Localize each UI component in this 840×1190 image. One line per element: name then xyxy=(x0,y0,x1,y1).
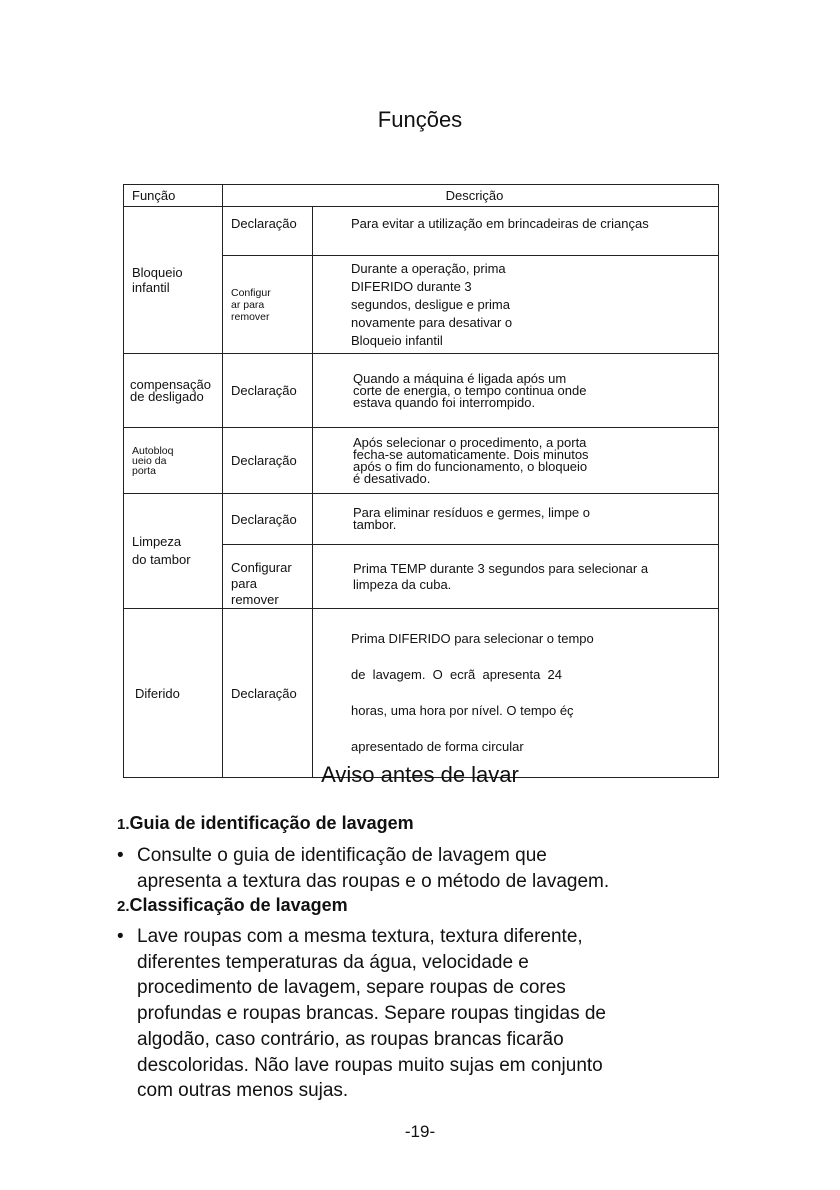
section-number: 2. xyxy=(117,898,130,915)
function-cell: compensação de desligado xyxy=(124,354,223,428)
table-row xyxy=(124,609,719,778)
table-row xyxy=(124,354,719,428)
type-cell: Declaração xyxy=(223,428,313,494)
description-cell xyxy=(313,207,719,256)
desc-line: DIFERIDO durante 3 xyxy=(351,278,472,294)
description-cell xyxy=(313,494,719,545)
function-cell: Autobloq ueio da porta xyxy=(124,428,223,494)
desc-line: estava quando foi interrompido. xyxy=(353,394,536,410)
text-line: diferentes temperaturas da água, velocidade e xyxy=(137,951,529,973)
bullet-paragraph xyxy=(117,843,609,894)
functions-table xyxy=(123,184,719,778)
section-heading xyxy=(117,813,414,834)
header-description: Descrição xyxy=(223,185,719,207)
desc-line: é desativado. xyxy=(353,470,431,486)
desc-line: novamente para desativar o xyxy=(351,314,513,330)
table-row xyxy=(124,207,719,256)
description-cell xyxy=(313,545,719,609)
header-function: Função xyxy=(124,185,223,207)
type-cell: Declaração xyxy=(223,609,313,778)
text-line: Consulte o guia de identificação de lavagem que xyxy=(137,845,547,866)
table-row xyxy=(124,494,719,545)
text-line: Lave roupas com a mesma textura, textura diferente, xyxy=(137,926,583,947)
text-line: profundas e roupas brancas. Separe roupas tingidas de xyxy=(137,1003,606,1025)
desc-line: Prima DIFERIDO para selecionar o tempo xyxy=(351,631,594,646)
text-line: apresenta a textura das roupas e o método de lavagem. xyxy=(137,870,610,892)
desc-line: segundos, desligue e prima xyxy=(351,296,510,312)
desc-line: Após selecionar o procedimento, a porta xyxy=(353,434,587,450)
warning-title: Aviso antes de lavar xyxy=(321,762,519,787)
function-cell: Limpeza do tambor xyxy=(124,494,223,609)
function-cell: Diferido xyxy=(124,609,223,778)
text-line: com outras menos sujas. xyxy=(137,1080,349,1102)
desc-line: Bloqueio infantil xyxy=(351,332,443,348)
text-line: descoloridas. Não lave roupas muito sujas em conjunto xyxy=(137,1054,603,1076)
desc-line: Para eliminar resíduos e germes, limpe o xyxy=(353,505,590,520)
bullet-icon: • xyxy=(117,926,124,947)
section-heading xyxy=(117,895,348,916)
desc-line: após o fim do funcionamento, o bloqueio xyxy=(353,458,588,474)
desc-line: Prima TEMP durante 3 segundos para selecionar a xyxy=(353,560,649,576)
table-header xyxy=(124,185,719,207)
section-title: Guia de identificação de lavagem xyxy=(129,813,414,833)
desc-line: Para evitar a utilização em brincadeiras de crianças xyxy=(351,216,649,231)
section-number: 1. xyxy=(117,816,130,833)
type-cell: Configur ar para remover xyxy=(223,256,313,354)
desc-line: Durante a operação, prima xyxy=(351,260,506,276)
description-cell xyxy=(313,354,719,428)
desc-line: limpeza da cuba. xyxy=(353,576,452,592)
description-cell xyxy=(313,256,719,354)
desc-line: de lavagem. O ecrã apresenta 24 xyxy=(351,667,563,682)
bullet-icon: • xyxy=(117,845,124,866)
bullet-paragraph xyxy=(117,924,606,1104)
function-cell: Bloqueio infantil xyxy=(124,207,223,354)
type-cell: Declaração xyxy=(223,494,313,545)
type-cell: Declaração xyxy=(223,354,313,428)
type-cell: Configurar para remover xyxy=(223,545,313,609)
desc-line: horas, uma hora por nível. O tempo éç xyxy=(351,703,574,718)
desc-line: corte de energia, o tempo continua onde xyxy=(353,382,587,398)
functions-title: Funções xyxy=(377,107,463,132)
desc-line: apresentado de forma circular xyxy=(351,739,524,754)
table-row xyxy=(124,428,719,494)
description-cell xyxy=(313,609,719,778)
text-line: procedimento de lavagem, separe roupas de cores xyxy=(137,977,566,999)
description-cell xyxy=(313,428,719,494)
type-cell: Declaração xyxy=(223,207,313,256)
desc-line: fecha-se automaticamente. Dois minutos xyxy=(353,446,589,462)
desc-line: Quando a máquina é ligada após um xyxy=(353,370,567,386)
page-number: -19- xyxy=(404,1122,436,1141)
desc-line: tambor. xyxy=(353,517,397,532)
text-line: algodão, caso contrário, as roupas brancas ficarão xyxy=(137,1028,564,1050)
section-title: Classificação de lavagem xyxy=(129,895,348,915)
